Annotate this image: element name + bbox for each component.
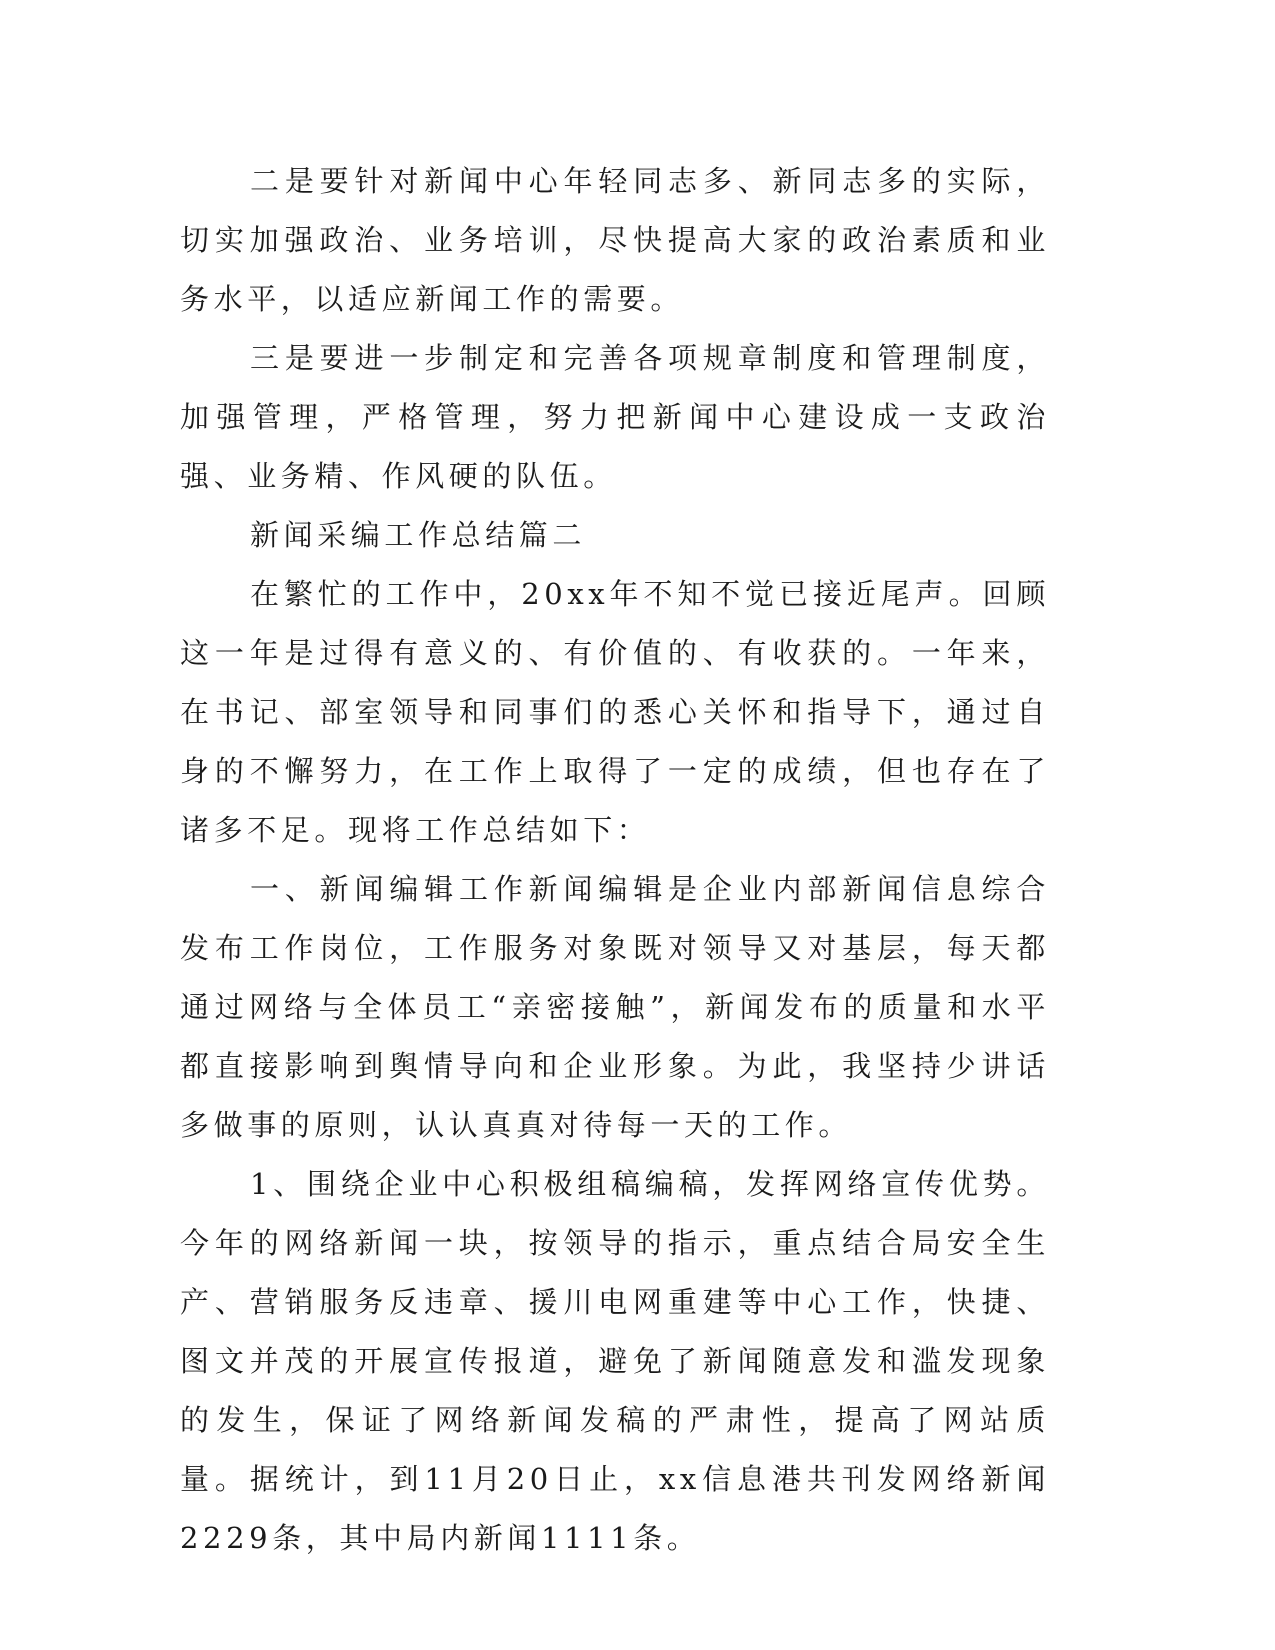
paragraph-political-training: 二是要针对新闻中心年轻同志多、新同志多的实际，切实加强政治、业务培训，尽快提高大家的政治素质和业务水平，以适应新闻工作的需要。 — [180, 164, 1050, 316]
paragraph-year-review: 在繁忙的工作中，20xx年不知不觉已接近尾声。回顾这一年是过得有意义的、有价值的、有收获的。一年来，在书记、部室领导和同事们的悉心关怀和指导下，通过自身的不懈努力，在工作上取得了一定的成绩，但也存在了诸多不足。现将工作总结如下： — [180, 577, 1050, 847]
paragraph-online-news: 1、围绕企业中心积极组稿编稿，发挥网络宣传优势。今年的网络新闻一块，按领导的指示，重点结合局安全生产、营销服务反违章、援川电网重建等中心工作，快捷、图文并茂的开展宣传报道，避免了新闻随意发和滥发现象的发生，保证了网络新闻发稿的严肃性，提高了网站质量。据统计，到11月20日止，xx信息港共刊发网络新闻2229条，其中局内新闻1111条。 — [180, 1167, 1050, 1555]
paragraph-management-rules: 三是要进一步制定和完善各项规章制度和管理制度，加强管理，严格管理，努力把新闻中心建设成一支政治强、业务精、作风硬的队伍。 — [180, 341, 1050, 493]
section-heading: 新闻采编工作总结篇二 — [250, 518, 587, 552]
paragraph-news-editing: 一、新闻编辑工作新闻编辑是企业内部新闻信息综合发布工作岗位，工作服务对象既对领导又对基层，每天都通过网络与全体员工“亲密接触”，新闻发布的质量和水平都直接影响到舆情导向和企业形象。为此，我坚持少讲话多做事的原则，认认真真对待每一天的工作。 — [180, 872, 1050, 1142]
document-body — [180, 152, 1050, 1568]
